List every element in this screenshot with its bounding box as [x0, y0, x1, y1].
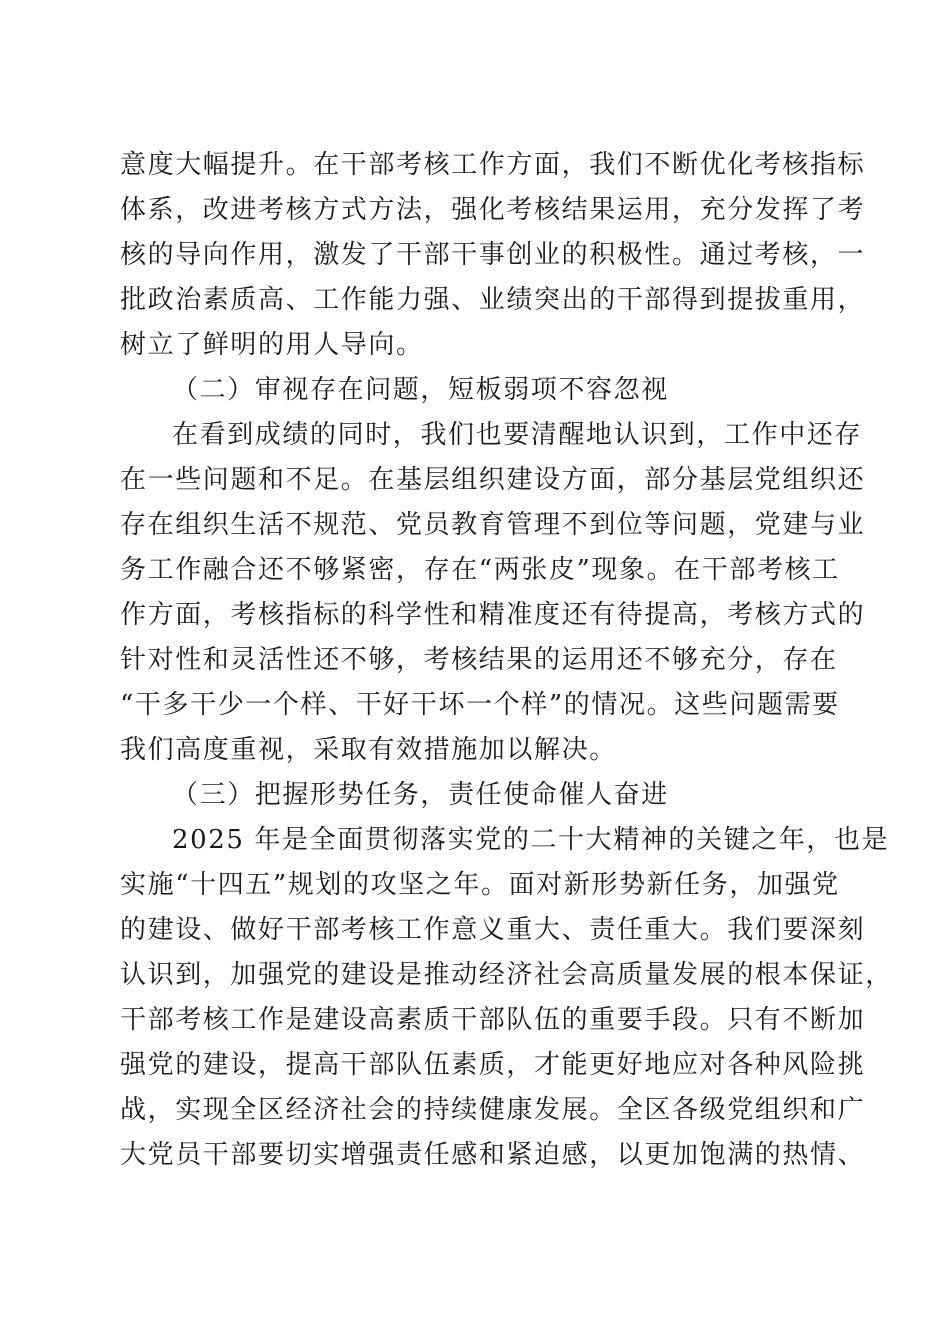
- text-line: 强党的建设，提高干部队伍素质，才能更好地应对各种风险挑: [120, 1050, 866, 1080]
- text-line: 实施“十四五”规划的攻坚之年。面对新形势新任务，加强党: [120, 870, 840, 900]
- section-heading-3: （三）把握形势任务，责任使命催人奋进: [172, 780, 669, 810]
- text-line: 务工作融合还不够紧密，存在“两张皮”现象。在干部考核工: [120, 555, 840, 585]
- text-line: 在一些问题和不足。在基层组织建设方面，部分基层党组织还: [120, 465, 866, 495]
- text-line: 核的导向作用，激发了干部干事创业的积极性。通过考核，一: [120, 240, 866, 270]
- text-line: 大党员干部要切实增强责任感和紧迫感，以更加饱满的热情、: [120, 1140, 866, 1170]
- text-line: “干多干少一个样、干好干坏一个样”的情况。这些问题需要: [120, 690, 840, 720]
- text-line: 作方面，考核指标的科学性和精准度还有待提高，考核方式的: [120, 600, 866, 630]
- text-line: 批政治素质高、工作能力强、业绩突出的干部得到提拔重用，: [120, 285, 866, 315]
- paragraph-start: 在看到成绩的同时，我们也要清醒地认识到，工作中还存: [172, 420, 863, 450]
- text-line: 认识到，加强党的建设是推动经济社会高质量发展的根本保证，: [120, 960, 893, 990]
- section-heading-2: （二）审视存在问题，短板弱项不容忽视: [172, 375, 669, 405]
- text-line: 存在组织生活不规范、党员教育管理不到位等问题，党建与业: [120, 510, 866, 540]
- text-line: 体系，改进考核方式方法，强化考核结果运用，充分发挥了考: [120, 195, 866, 225]
- document-page: [120, 143, 893, 1178]
- text-line: 战，实现全区经济社会的持续健康发展。全区各级党组织和广: [120, 1095, 866, 1125]
- text-line: 意度大幅提升。在干部考核工作方面，我们不断优化考核指标: [120, 150, 866, 180]
- text-line: 针对性和灵活性还不够，考核结果的运用还不够充分，存在: [120, 645, 838, 675]
- text-line: 干部考核工作是建设高素质干部队伍的重要手段。只有不断加: [120, 1005, 866, 1035]
- text-line: 的建设、做好干部考核工作意义重大、责任重大。我们要深刻: [120, 915, 866, 945]
- text-line: 树立了鲜明的用人导向。: [120, 330, 424, 360]
- paragraph-start: 2025 年是全面贯彻落实党的二十大精神的关键之年，也是: [172, 825, 890, 855]
- text-line: 我们高度重视，采取有效措施加以解决。: [120, 735, 617, 765]
